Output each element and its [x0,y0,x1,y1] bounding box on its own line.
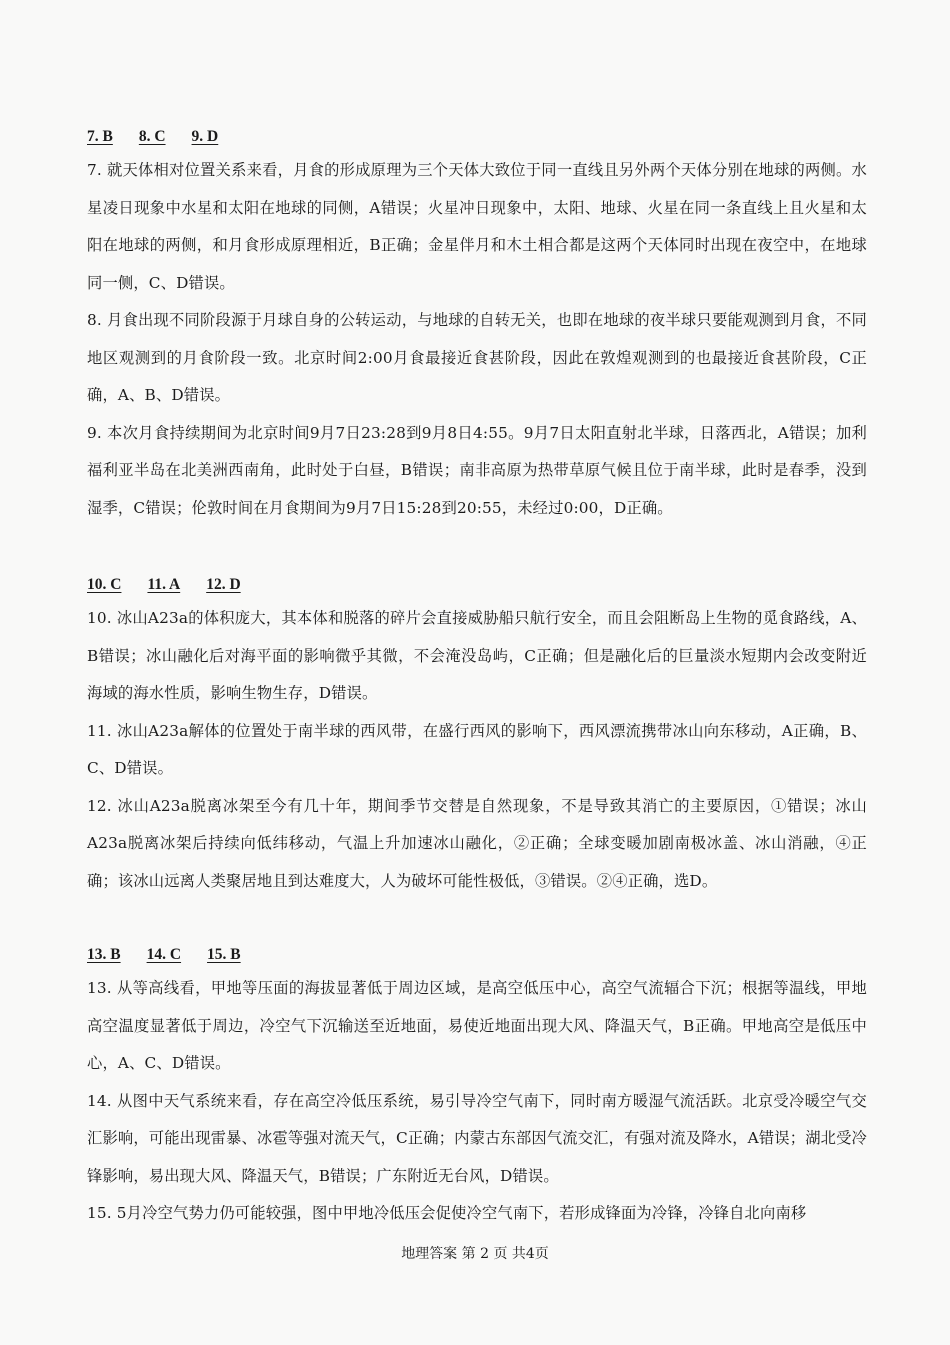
explanation-9: 9. 本次月食持续期间为北京时间9月7日23:28到9月8日4:55。9月7日太阳直射北半球，日落西北，A错误；加利福利亚半岛在北美洲西南角，此时处于白昼，B错误；南非高原为热带草原气候且位于南半球，此时是春季，没到湿季，C错误；伦敦时间在月食期间为9月7日15:28到20:55，未经过0:00，D正确。 [87,423,867,517]
answer-key-line [87,940,867,970]
answer-key: 12. D [206,576,241,593]
answer-section-7-9 [87,122,867,527]
answer-key: 14. C [146,946,182,963]
answer-key-line [87,570,867,600]
page-footer: 地理答案 第 2 页 共4页 [401,1246,549,1262]
answer-key: 9. D [191,128,219,145]
explanation-10: 10. 冰山A23a的体积庞大，其本体和脱落的碎片会直接威胁船只航行安全，而且会阻断岛上生物的觅食路线，A、B错误；冰山融化后对海平面的影响微乎其微，不会淹没岛屿，C正确；但是融化后的巨量淡水短期内会改变附近海域的海水性质，影响生物生存，D错误。 [87,609,867,702]
answer-section-10-12 [87,570,867,900]
answer-key: 15. B [207,946,241,963]
explanation-15: 15. 5月冷空气势力仍可能较强，图中甲地冷低压会促使冷空气南下，若形成锋面为冷锋，冷锋自北向南移 [87,1204,807,1222]
answer-key: 8. C [138,128,166,145]
explanation-14: 14. 从图中天气系统来看，存在高空冷低压系统，易引导冷空气南下，同时南方暖湿气流活跃。北京受冷暖空气交汇影响，可能出现雷暴、冰雹等强对流天气，C正确；内蒙古东部因气流交汇，有强对流及降水，A错误；湖北受冷锋影响，易出现大风、降温天气，B错误；广东附近无台风，D错误。 [87,1091,867,1185]
answer-key: 11. A [147,576,181,593]
explanation-11: 11. 冰山A23a解体的位置处于南半球的西风带，在盛行西风的影响下，西风漂流携带冰山向东移动，A正确，B、C、D错误。 [87,721,867,777]
explanation-12: 12. 冰山A23a脱离冰架至今有几十年，期间季节交替是自然现象，不是导致其消亡的主要原因，①错误；冰山A23a脱离冰架后持续向低纬移动，气温上升加速冰山融化，②正确；全球变暖加剧南极冰盖、冰山消融，④正确；该冰山远离人类聚居地且到达难度大，人为破坏可能性极低，③错误。②④正确，选D。 [87,796,867,890]
answer-key-line [87,122,867,152]
answer-key: 10. C [87,576,122,593]
answer-key: 7. B [87,128,113,145]
explanation-13: 13. 从等高线看，甲地等压面的海拔显著低于周边区域，是高空低压中心，高空气流辐合下沉；根据等温线，甲地高空温度显著低于周边，冷空气下沉输送至近地面，易使近地面出现大风、降温天气，B正确。甲地高空是低压中心，A、C、D错误。 [87,979,867,1072]
explanation-8: 8. 月食出现不同阶段源于月球自身的公转运动，与地球的自转无关，也即在地球的夜半球只要能观测到月食，不同地区观测到的月食阶段一致。北京时间2:00月食最接近食甚阶段，因此在敦煌观测到的也最接近食甚阶段，C正确，A、B、D错误。 [87,311,867,404]
explanation-7: 7. 就天体相对位置关系来看，月食的形成原理为三个天体大致位于同一直线且另外两个天体分别在地球的两侧。水星凌日现象中水星和太阳在地球的同侧，A错误；火星冲日现象中，太阳、地球、火星在同一条直线上且火星和太阳在地球的两侧，和月食形成原理相近，B正确；金星伴月和木土相合都是这两个天体同时出现在夜空中，在地球同一侧，C、D错误。 [87,161,867,292]
answer-key: 13. B [87,946,121,963]
answer-section-13-15 [87,940,867,1233]
